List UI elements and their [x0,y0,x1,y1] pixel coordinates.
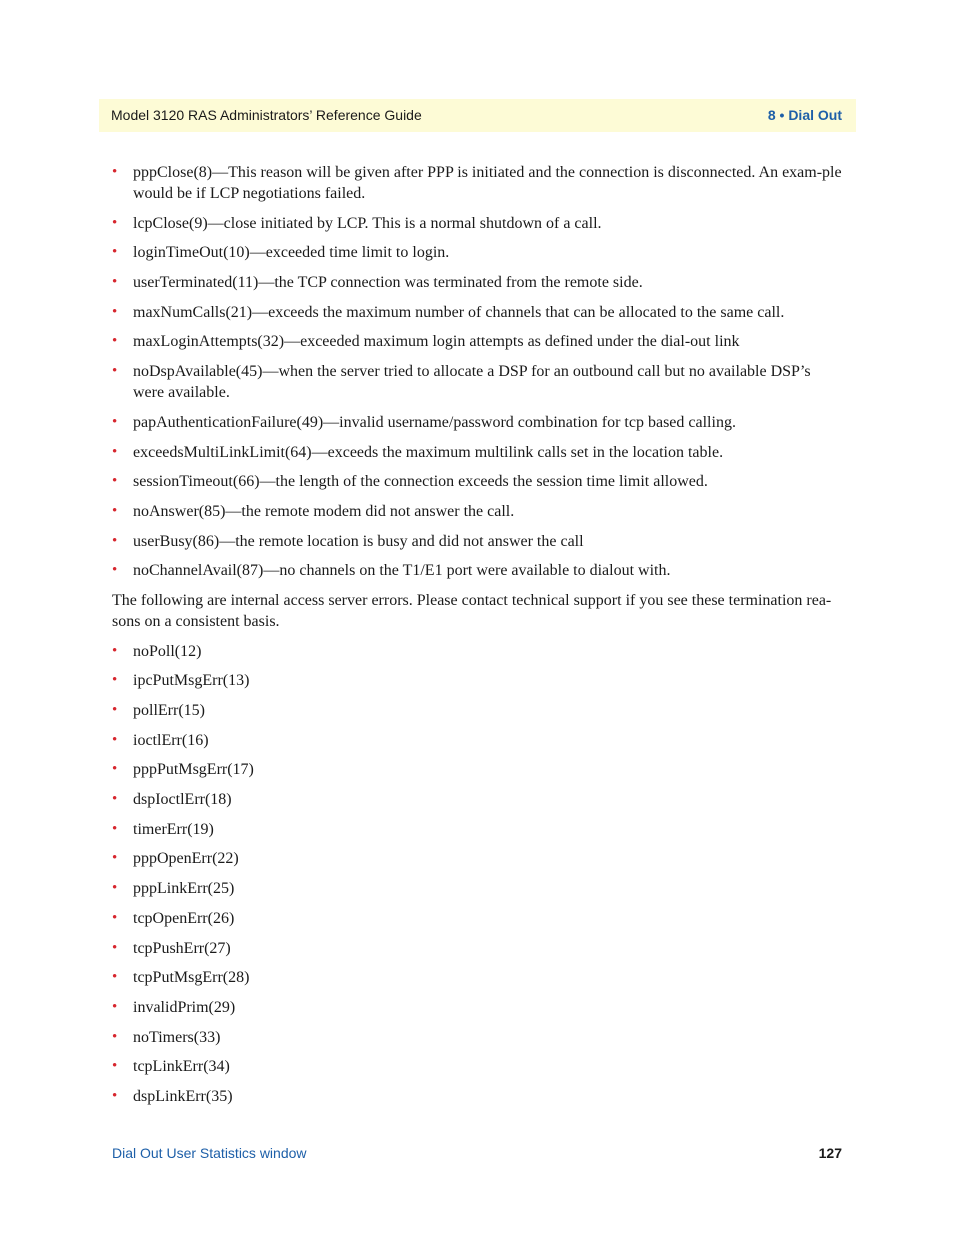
list-item-text: tcpPutMsgErr(28) [133,969,250,987]
list-item [112,908,844,929]
list-item [112,501,844,522]
page-header [99,99,856,132]
list-item [112,1056,844,1077]
bullet-icon: • [112,731,118,748]
list-item [112,819,844,840]
footer-section-title: Dial Out User Statistics window [112,1145,307,1161]
page-number: 127 [818,1145,842,1161]
list-item-text: dspIoctlErr(18) [133,791,232,809]
list-item-text: noDspAvailable(45)—when the server tried to allocate a DSP for an outbound call but no available DSP’s were available. [133,363,811,402]
bullet-icon: • [112,939,118,956]
bullet-icon: • [112,969,118,986]
termination-reasons-list [112,162,844,581]
list-item-text: noPoll(12) [133,642,202,660]
list-item-text: pppOpenErr(22) [133,850,239,868]
list-item-text: maxLoginAttempts(32)—exceeded maximum login attempts as defined under the dial-out link [133,333,740,351]
bullet-icon: • [112,274,118,291]
bullet-icon: • [112,791,118,808]
list-item-text: tcpPushErr(27) [133,939,231,957]
list-item [112,967,844,988]
internal-errors-paragraph: The following are internal access server errors. Please contact technical support if you see these termination rea-sons on a consistent basis. [112,591,832,630]
list-item-text: pppLinkErr(25) [133,880,235,898]
list-item-text: noAnswer(85)—the remote modem did not answer the call. [133,502,515,520]
bullet-icon: • [112,413,118,430]
list-item-text: timerErr(19) [133,820,214,838]
list-item [112,412,844,433]
list-item [112,531,844,552]
list-item [112,670,844,691]
list-item [112,471,844,492]
bullet-icon: • [112,363,118,380]
list-item [112,1027,844,1048]
list-item-text: dspLinkErr(35) [133,1087,233,1105]
bullet-icon: • [112,473,118,490]
list-item-text: exceedsMultiLinkLimit(64)—exceeds the maximum multilink calls set in the location table. [133,443,724,461]
list-item [112,242,844,263]
list-item-text: ipcPutMsgErr(13) [133,672,250,690]
bullet-icon: • [112,880,118,897]
page-content [112,162,844,1116]
bullet-icon: • [112,702,118,718]
bullet-icon: • [112,214,118,231]
list-item [112,442,844,463]
list-item-text: pppClose(8)—This reason will be given after PPP is initiated and the connection is disconnected. An exam-ple would be if LCP negotiations failed. [133,164,842,202]
list-item [112,331,844,352]
list-item-text: noChannelAvail(87)—no channels on the T1/E1 port were available to dialout with. [133,562,671,580]
bullet-icon: • [112,1087,118,1104]
list-item [112,560,844,581]
bullet-icon: • [112,672,118,689]
list-item-text: userBusy(86)—the remote location is busy and did not answer the call [133,532,584,550]
bullet-icon: • [112,333,118,350]
list-item [112,272,844,293]
list-item-text: userTerminated(11)—the TCP connection was terminated from the remote side. [133,274,643,292]
list-item-text: noTimers(33) [133,1028,221,1046]
list-item [112,700,844,721]
list-item-text: pppPutMsgErr(17) [133,761,254,779]
list-item [112,878,844,899]
list-item [112,361,844,403]
bullet-icon: • [112,909,118,926]
bullet-icon: • [112,443,118,460]
list-item-text: papAuthenticationFailure(49)—invalid username/password combination for tcp based calling. [133,413,736,431]
list-item-text: ioctlErr(16) [133,731,209,749]
list-item [112,759,844,780]
bullet-icon: • [112,303,118,320]
bullet-icon: • [112,562,118,579]
chapter-heading: 8 • Dial Out [767,107,842,123]
list-item [112,997,844,1018]
bullet-icon: • [112,850,118,867]
list-item [112,730,844,751]
list-item-text: maxNumCalls(21)—exceeds the maximum number of channels that can be allocated to the same call. [133,303,785,321]
list-item [112,1086,844,1107]
list-item [112,789,844,810]
bullet-icon: • [112,998,118,1015]
bullet-icon: • [112,761,118,778]
list-item-text: loginTimeOut(10)—exceeded time limit to login. [133,244,450,262]
bullet-icon: • [112,1028,118,1045]
list-item [112,302,844,323]
bullet-icon: • [112,164,118,180]
bullet-icon: • [112,244,118,261]
list-item [112,162,844,204]
bullet-icon: • [112,1058,118,1075]
bullet-icon: • [112,642,118,659]
list-item-text: invalidPrim(29) [133,998,236,1016]
list-item [112,938,844,959]
list-item-text: lcpClose(9)—close initiated by LCP. This is a normal shutdown of a call. [133,214,602,232]
bullet-icon: • [112,532,118,549]
list-item-text: sessionTimeout(66)—the length of the connection exceeds the session time limit allowed. [133,473,708,491]
internal-errors-list [112,641,844,1107]
bullet-icon: • [112,820,118,837]
list-item [112,213,844,234]
list-item-text: tcpLinkErr(34) [133,1058,230,1076]
list-item [112,848,844,869]
list-item-text: pollErr(15) [133,702,205,719]
list-item [112,641,844,662]
guide-title: Model 3120 RAS Administrators’ Reference Guide [111,107,422,123]
list-item-text: tcpOpenErr(26) [133,909,235,927]
bullet-icon: • [112,502,118,519]
